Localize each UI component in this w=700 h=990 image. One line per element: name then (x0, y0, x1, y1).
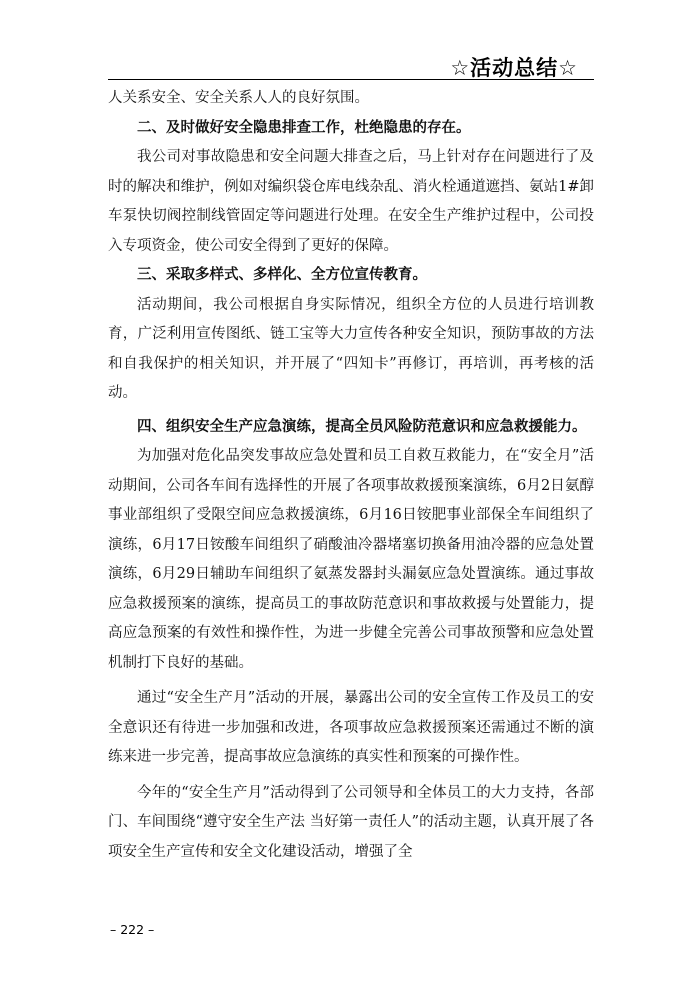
section-2-paragraph: 我公司对事故隐患和安全问题大排查之后，马上针对存在问题进行了及时的解决和维护，例如对编织袋仓库电线杂乱、消火栓通道遮挡、氨站1#卸车泵快切阀控制线管固定等问题进行处理。在安全生产维护过程中，公司投入专项资金，使公司安全得到了更好的保障。 (108, 149, 594, 254)
section-2-heading: 二、及时做好安全隐患排查工作，杜绝隐患的存在。 (137, 119, 471, 136)
section-4-paragraph: 为加强对危化品突发事故应急处置和员工自救互救能力，在“安全月”活动期间，公司各车间有选择性的开展了各项事故救援预案演练，6月2日氨醇事业部组织了受限空间应急救援演练，6月16日铵肥事业部保全车间组织了演练，6月17日铵酸车间组织了硝酸油冷器堵塞切换备用油冷器的应急处置演练，6月29日辅助车间组织了氨蒸发器封头漏氨应急处置演练。通过事故应急救援预案的演练，提高员工的事故防范意识和事故救援与处置能力，提高应急预案的有效性和操作性，为进一步健全完善公司事故预警和应急处置机制打下良好的基础。 (108, 448, 594, 671)
page-header (108, 46, 594, 80)
continuation-paragraph: 人关系安全、安全关系人人的良好氛围。 (108, 90, 369, 106)
section-4-heading: 四、组织安全生产应急演练，提高全员风险防范意识和应急救援能力。 (137, 418, 587, 435)
document-body (108, 84, 594, 867)
header-rule (108, 79, 594, 80)
closing-paragraph: 今年的“安全生产月”活动得到了公司领导和全体员工的大力支持，各部门、车间围绕“遵守安全生产法 当好第一责任人”的活动主题，认真开展了各项安全生产宣传和安全文化建设活动，增强了全 (108, 784, 594, 860)
header-title: ☆活动总结☆ (450, 56, 578, 80)
section-3-paragraph: 活动期间，我公司根据自身实际情况，组织全方位的人员进行培训教育，广泛利用宣传图纸、链工宝等大力宣传各种安全知识，预防事故的方法和自我保护的相关知识，并开展了“四知卡”再修订，再培训，再考核的活动。 (108, 296, 594, 401)
section-3-heading: 三、采取多样式、多样化、全方位宣传教育。 (137, 267, 427, 283)
page-number: – 222 – (110, 922, 155, 937)
summary-paragraph: 通过“安全生产月”活动的开展，暴露出公司的安全宣传工作及员工的安全意识还有待进一步加强和改进，各项事故应急救援预案还需通过不断的演练来进一步完善，提高事故应急演练的真实性和预案的可操作性。 (108, 690, 594, 765)
